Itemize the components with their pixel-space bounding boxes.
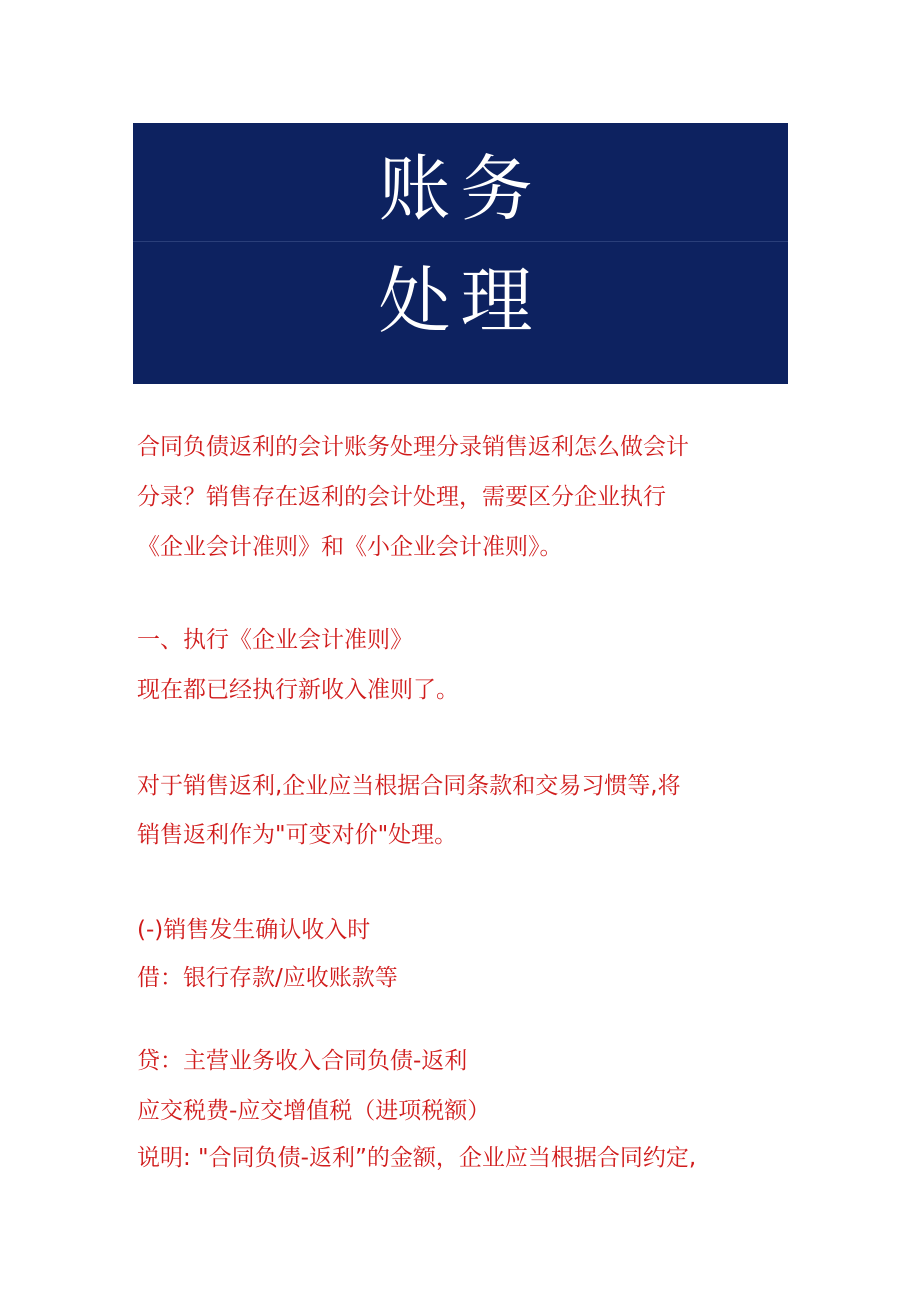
banner-title-line-2: 处理 <box>378 259 543 343</box>
subsection-heading-1: (-)销售发生确认收入时 <box>137 917 371 943</box>
intro-line-1: 合同负债返利的会计账务处理分录销售返利怎么做会计 <box>137 434 689 460</box>
credit-entry-1: 贷：主营业务收入合同负债-返利 <box>137 1048 468 1074</box>
debit-entry: 借：银行存款/应收账款等 <box>137 965 398 991</box>
intro-line-3: 《企业会计准则》和《小企业会计准则》。 <box>137 534 563 560</box>
title-banner <box>133 123 788 384</box>
credit-entry-2: 应交税费-应交增值税（进项税额） <box>137 1098 491 1124</box>
note-line: 说明: "合同负债-返利”的金额，企业应当根据合同约定, <box>137 1145 697 1171</box>
section-1-text: 现在都已经执行新收入准则了。 <box>137 677 459 703</box>
rebate-line-2: 销售返利作为"可变对价"处理。 <box>137 822 458 848</box>
banner-divider <box>133 241 788 242</box>
rebate-line-1: 对于销售返利,企业应当根据合同条款和交易习惯等,将 <box>137 773 681 799</box>
section-heading-1: 一、执行《企业会计准则》 <box>137 627 413 653</box>
intro-line-2: 分录？销售存在返利的会计处理，需要区分企业执行 <box>137 484 666 510</box>
banner-title-line-1: 账务 <box>378 147 543 231</box>
